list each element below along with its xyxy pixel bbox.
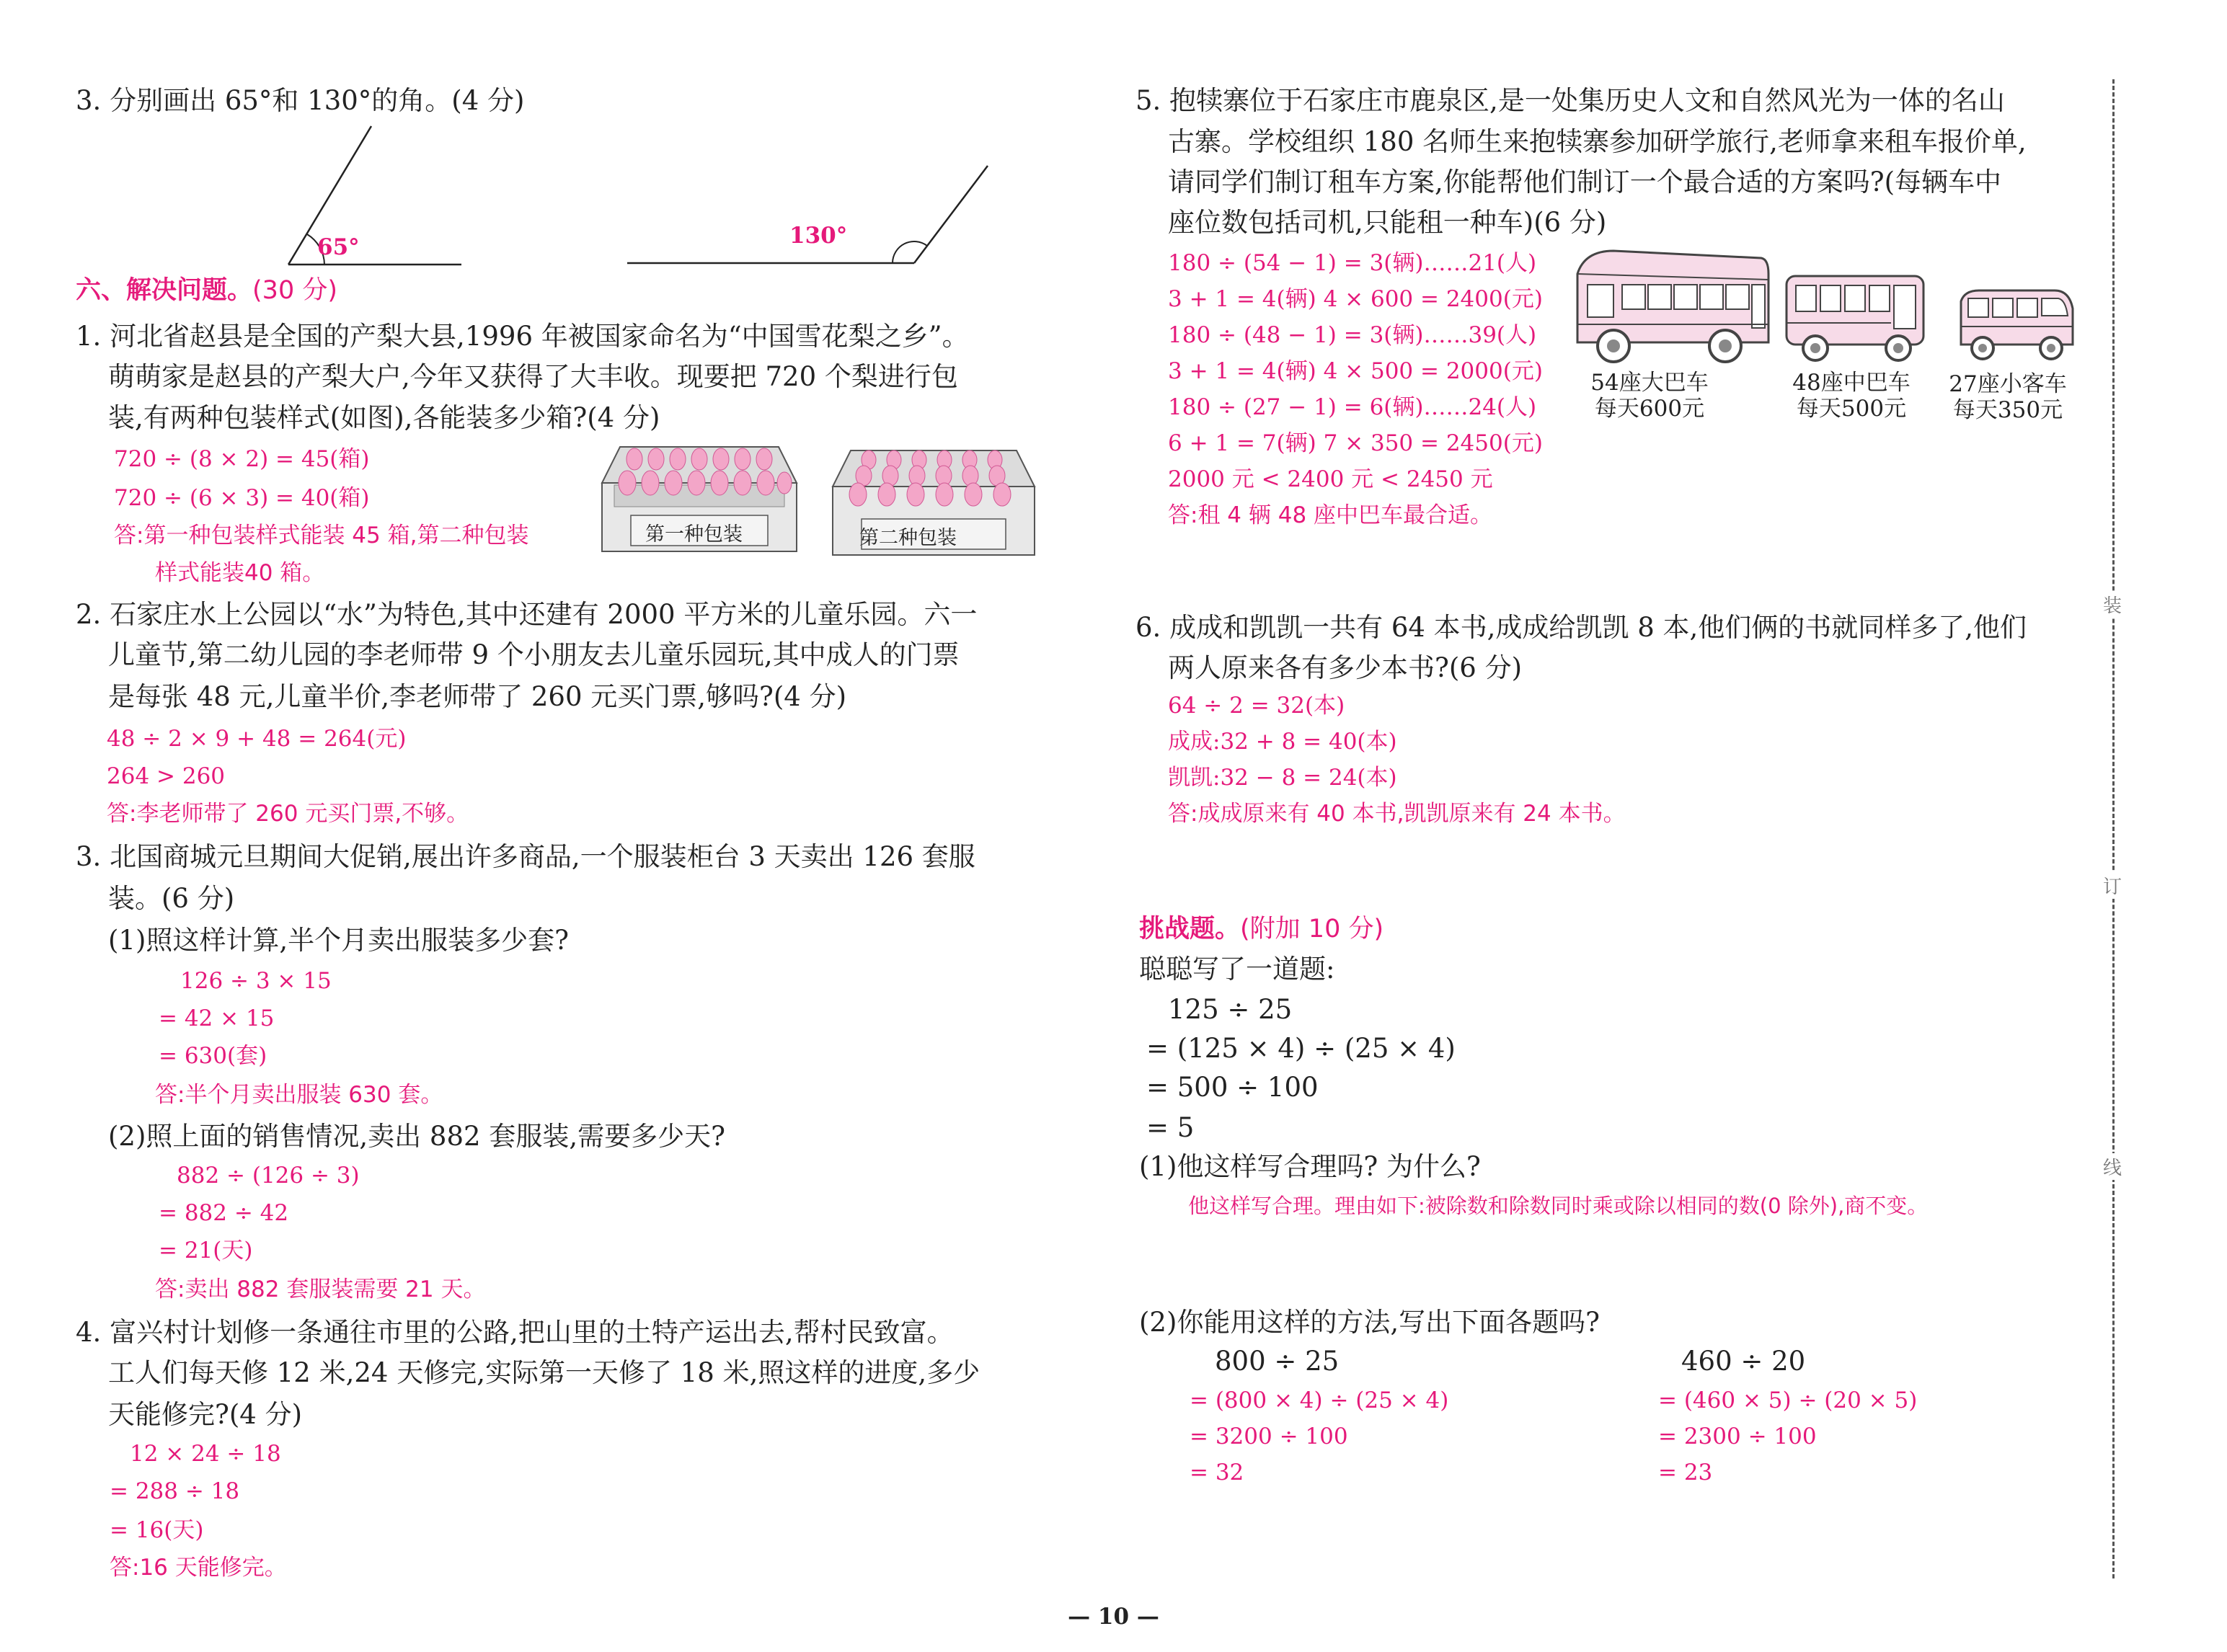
minibus-name: 27座小客车 (1949, 371, 2067, 397)
minibus-label (1936, 371, 2080, 423)
p1-work-2: 720 ÷ (6 × 3) = 40(箱) (114, 485, 370, 511)
binding-char-zhuang: 装 (2102, 591, 2123, 618)
p5-line-3: 请同学们制订租车方案,你能帮他们制订一个最合适的方案吗?(每辆车中 (1168, 166, 2002, 197)
challenge-example-4: = 5 (1146, 1112, 1195, 1143)
p4-answer: 答:16 天能修完。 (110, 1555, 287, 1581)
p3-sub1-answer: 答:半个月卖出服装 630 套。 (155, 1082, 443, 1108)
challenge-q2: (2)你能用这样的方法,写出下面各题吗? (1139, 1307, 1600, 1338)
challenge-q1-answer: 他这样写合理。理由如下:被除数和除数同时乘或除以相同的数(0 除外),商不变。 (1188, 1194, 1929, 1218)
angle-question: 3. 分别画出 65°和 130°的角。(4 分) (76, 85, 525, 116)
p6-line-1: 6. 成成和凯凯一共有 64 本书,成成给凯凯 8 本,他们俩的书就同样多了,他们 (1135, 612, 2027, 643)
p4-line-1: 4. 富兴村计划修一条通往市里的公路,把山里的土特产运出去,帮村民致富。 (76, 1317, 954, 1348)
q2b-line-2: = (460 × 5) ÷ (20 × 5) (1658, 1387, 1918, 1413)
p3-sub2-work-3: = 21(天) (159, 1238, 253, 1264)
p3-sub2-work-1: 882 ÷ (126 ÷ 3) (177, 1163, 360, 1189)
p2-line-1: 2. 石家庄水上公园以“水”为特色,其中还建有 2000 平方米的儿童乐园。六一 (76, 599, 978, 630)
big-bus-name: 54座大巴车 (1590, 370, 1709, 396)
challenge-heading (1139, 911, 1383, 947)
q2a-line-1: 800 ÷ 25 (1215, 1346, 1340, 1377)
q2a-line-3: = 3200 ÷ 100 (1190, 1424, 1348, 1449)
p2-answer: 答:李老师带了 260 元买门票,不够。 (107, 801, 469, 827)
section-6-points: (30 分) (252, 276, 337, 305)
p6-line-2: 两人原来各有多少本书?(6 分) (1168, 652, 1523, 683)
p5-work-4: 3 + 1 = 4(辆) 4 × 500 = 2000(元) (1168, 358, 1543, 384)
challenge-title: 挑战题。 (1139, 915, 1241, 943)
p5-work-2: 3 + 1 = 4(辆) 4 × 600 = 2400(元) (1168, 286, 1543, 312)
minibus-price: 每天350元 (1952, 397, 2063, 423)
p6-work-3: 凯凯:32 − 8 = 24(本) (1168, 765, 1397, 791)
p1-line-1: 1. 河北省赵县是全国的产梨大县,1996 年被国家命名为“中国雪花梨之乡”。 (76, 321, 969, 352)
p2-work-2: 264 > 260 (107, 763, 226, 789)
p5-work-3: 180 ÷ (48 − 1) = 3(辆)……39(人) (1168, 322, 1537, 348)
section-6-title: 六、解决问题。 (76, 276, 253, 305)
p3-sub1-work-2: = 42 × 15 (159, 1005, 275, 1031)
binding-char-xian: 线 (2102, 1153, 2123, 1180)
angle-130-label: 130° (789, 223, 848, 249)
p1-work-1: 720 ÷ (8 × 2) = 45(箱) (114, 446, 370, 472)
p1-line-3: 装,有两种包装样式(如图),各能装多少箱?(4 分) (108, 402, 660, 433)
p5-work-1: 180 ÷ (54 − 1) = 3(辆)……21(人) (1168, 250, 1537, 276)
challenge-points: (附加 10 分) (1240, 915, 1384, 943)
pear-box-2-label: 第二种包装 (859, 527, 957, 549)
p3-line-1: 3. 北国商城元旦期间大促销,展出许多商品,一个服装柜台 3 天卖出 126 套服 (76, 841, 975, 872)
p6-work-1: 64 ÷ 2 = 32(本) (1168, 693, 1345, 719)
p5-work-7: 2000 元 < 2400 元 < 2450 元 (1168, 466, 1493, 492)
angle-130-figure (627, 162, 995, 270)
q2b-line-1: 460 ÷ 20 (1681, 1346, 1806, 1377)
p1-line-2: 萌萌家是赵县的产梨大户,今年又获得了大丰收。现要把 720 个梨进行包 (108, 361, 958, 392)
mid-bus-price: 每天500元 (1796, 396, 1907, 422)
pear-box-1-label: 第一种包装 (645, 523, 743, 546)
q2b-line-3: = 2300 ÷ 100 (1658, 1424, 1817, 1449)
p3-sub2-work-2: = 882 ÷ 42 (159, 1200, 289, 1226)
p6-answer: 答:成成原来有 40 本书,凯凯原来有 24 本书。 (1168, 801, 1626, 827)
challenge-q1: (1)他这样写合理吗? 为什么? (1139, 1151, 1481, 1182)
challenge-example-1: 125 ÷ 25 (1168, 994, 1293, 1025)
p4-line-2: 工人们每天修 12 米,24 天修完,实际第一天修了 18 米,照这样的进度,多少 (108, 1357, 980, 1388)
challenge-intro: 聪聪写了一道题: (1139, 954, 1335, 985)
big-bus-icon (1563, 245, 1772, 368)
minibus-icon (1954, 287, 2076, 366)
p5-answer: 答:租 4 辆 48 座中巴车最合适。 (1168, 502, 1493, 528)
p3-sub1-work-3: = 630(套) (159, 1043, 267, 1069)
p1-answer-1: 答:第一种包装样式能装 45 箱,第二种包装 (114, 523, 529, 549)
q2b-line-4: = 23 (1658, 1460, 1713, 1486)
p6-work-2: 成成:32 + 8 = 40(本) (1168, 729, 1397, 755)
mid-bus-name: 48座中巴车 (1792, 370, 1911, 396)
p2-work-1: 48 ÷ 2 × 9 + 48 = 264(元) (107, 726, 407, 752)
p3-sub2-answer: 答:卖出 882 套服装需要 21 天。 (155, 1276, 486, 1302)
p4-line-3: 天能修完?(4 分) (108, 1399, 303, 1430)
q2a-line-4: = 32 (1190, 1460, 1244, 1486)
p2-line-3: 是每张 48 元,儿童半价,李老师带了 260 元买门票,够吗?(4 分) (108, 681, 847, 712)
mid-bus-icon (1783, 272, 1927, 366)
p3-line-2: 装。(6 分) (108, 883, 235, 914)
mid-bus-label (1779, 370, 1923, 422)
p4-work-1: 12 × 24 ÷ 18 (130, 1441, 281, 1467)
binding-char-ding: 订 (2102, 872, 2123, 899)
p5-line-4: 座位数包括司机,只能租一种车)(6 分) (1168, 207, 1607, 238)
p5-work-6: 6 + 1 = 7(辆) 7 × 350 = 2450(元) (1168, 430, 1543, 456)
angle-65-label: 65° (317, 234, 360, 260)
challenge-example-2: = (125 × 4) ÷ (25 × 4) (1146, 1033, 1456, 1064)
p3-sub2: (2)照上面的销售情况,卖出 882 套服装,需要多少天? (108, 1121, 725, 1152)
p5-line-2: 古寨。学校组织 180 名师生来抱犊寨参加研学旅行,老师拿来租车报价单, (1168, 126, 2027, 157)
q2a-line-2: = (800 × 4) ÷ (25 × 4) (1190, 1387, 1449, 1413)
section-6-heading (76, 272, 337, 308)
p5-work-5: 180 ÷ (27 − 1) = 6(辆)……24(人) (1168, 394, 1537, 420)
p4-work-2: = 288 ÷ 18 (110, 1478, 240, 1504)
p3-sub1-work-1: 126 ÷ 3 × 15 (180, 968, 332, 994)
p3-sub1: (1)照这样计算,半个月卖出服装多少套? (108, 925, 570, 956)
p1-answer-2: 样式能装40 箱。 (155, 560, 325, 586)
big-bus-price: 每天600元 (1594, 396, 1705, 422)
challenge-example-3: = 500 ÷ 100 (1146, 1072, 1319, 1103)
big-bus-label (1577, 370, 1722, 422)
binding-dashed-line (2112, 79, 2115, 1578)
page-number: — 10 — (1068, 1604, 1159, 1630)
p5-line-1: 5. 抱犊寨位于石家庄市鹿泉区,是一处集历史人文和自然风光为一体的名山 (1135, 85, 2005, 116)
p4-work-3: = 16(天) (110, 1517, 204, 1543)
p2-line-2: 儿童节,第二幼儿园的李老师带 9 个小朋友去儿童乐园玩,其中成人的门票 (108, 639, 960, 670)
